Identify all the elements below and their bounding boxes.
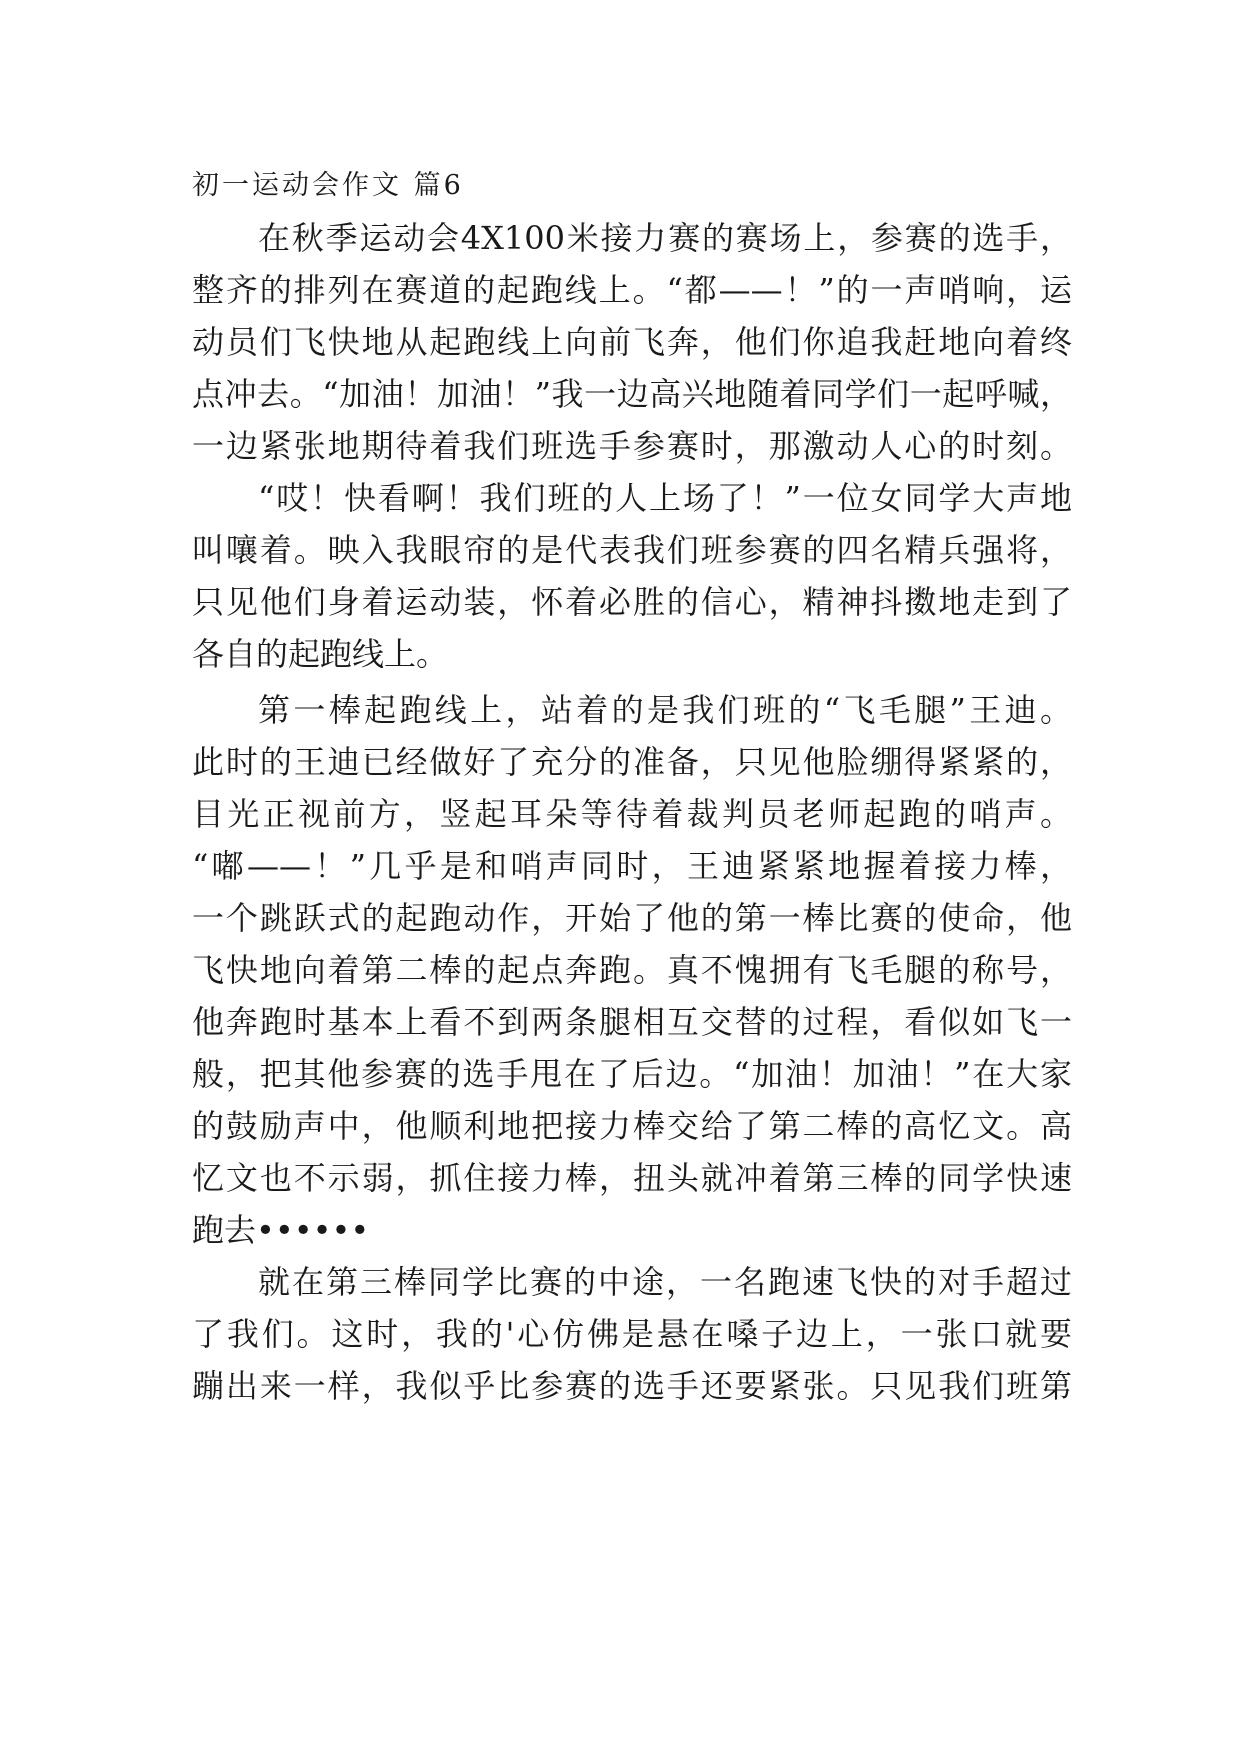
document-title: 初一运动会作文 篇6: [192, 170, 464, 201]
text-line: 的鼓励声中，他顺利地把接力棒交给了第二棒的高忆文。高: [192, 1107, 1072, 1145]
text-line: 一边紧张地期待着我们班选手参赛时，那激动人心的时刻。: [192, 427, 1072, 465]
text-line: 各自的起跑线上。: [192, 635, 449, 673]
text-line: 只见他们身着运动装，怀着必胜的信心，精神抖擞地走到了: [192, 583, 1072, 621]
text-line: 在秋季运动会4X100米接力赛的赛场上，参赛的选手，: [258, 219, 1072, 257]
text-line: 目光正视前方，竖起耳朵等待着裁判员老师起跑的哨声。: [192, 795, 1072, 833]
text-line: 就在第三棒同学比赛的中途，一名跑速飞快的对手超过: [258, 1263, 1072, 1301]
text-line: 他奔跑时基本上看不到两条腿相互交替的过程，看似如飞一: [192, 1003, 1072, 1041]
text-line: 整齐的排列在赛道的起跑线上。“都——！”的一声哨响，运: [192, 271, 1072, 309]
text-line: 蹦出来一样，我似乎比参赛的选手还要紧张。只见我们班第: [192, 1367, 1072, 1405]
text-line: 动员们飞快地从起跑线上向前飞奔，他们你追我赶地向着终: [192, 323, 1072, 361]
text-line: “哎！快看啊！我们班的人上场了！”一位女同学大声地: [258, 479, 1072, 517]
text-line: 点冲去。“加油！加油！”我一边高兴地随着同学们一起呼喊，: [192, 375, 1072, 413]
text-line: 此时的王迪已经做好了充分的准备，只见他脸绷得紧紧的，: [192, 743, 1072, 781]
text-line: 了我们。这时，我的'心仿佛是悬在嗓子边上，一张口就要: [192, 1315, 1072, 1353]
text-line: 般，把其他参赛的选手甩在了后边。“加油！加油！”在大家: [192, 1055, 1072, 1093]
text-line: 飞快地向着第二棒的起点奔跑。真不愧拥有飞毛腿的称号，: [192, 951, 1072, 989]
text-line: 忆文也不示弱，抓住接力棒，扭头就冲着第三棒的同学快速: [192, 1159, 1072, 1197]
text-line: 第一棒起跑线上，站着的是我们班的“飞毛腿”王迪。: [258, 691, 1072, 729]
text-line: 一个跳跃式的起跑动作，开始了他的第一棒比赛的使命，他: [192, 899, 1072, 937]
text-line: 跑去••••••: [192, 1211, 370, 1249]
text-line: “嘟——！”几乎是和哨声同时，王迪紧紧地握着接力棒，: [192, 847, 1072, 885]
text-line: 叫嚷着。映入我眼帘的是代表我们班参赛的四名精兵强将，: [192, 531, 1072, 569]
